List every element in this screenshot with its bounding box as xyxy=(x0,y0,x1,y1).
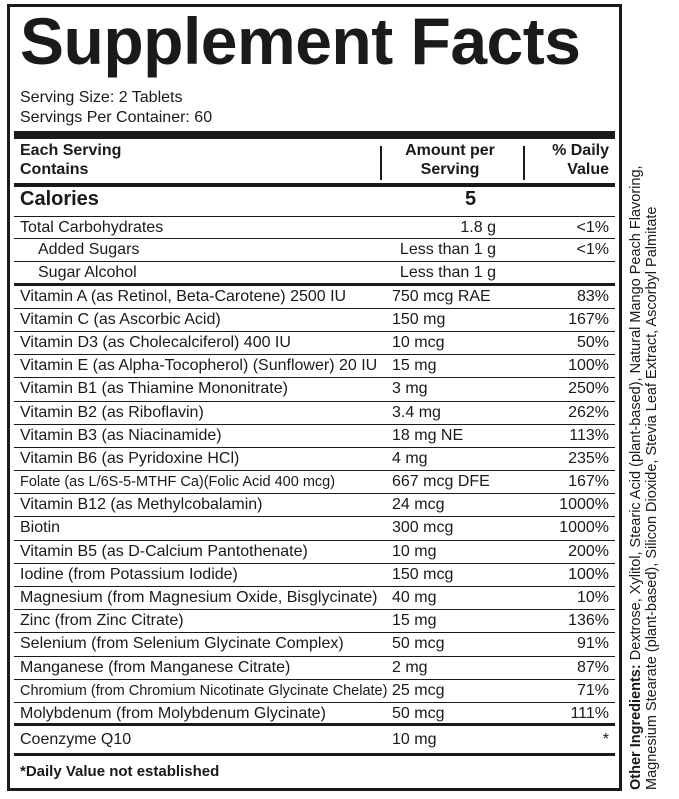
table-row: Zinc (from Zinc Citrate) 15 mg 136% xyxy=(14,610,615,633)
table-row: Vitamin C (as Ascorbic Acid) 150 mg 167% xyxy=(14,309,615,332)
calories-label: Calories xyxy=(20,188,99,210)
table-row: Sugar Alcohol Less than 1 g xyxy=(14,262,615,285)
table-row: Coenzyme Q10 10 mg * xyxy=(14,726,615,756)
header-separator xyxy=(523,146,525,180)
header-separator xyxy=(380,146,382,180)
panel-title: Supplement Facts xyxy=(20,4,581,78)
nutrient-table xyxy=(14,216,615,756)
table-row: Added Sugars Less than 1 g <1% xyxy=(14,239,615,262)
table-row: Vitamin D3 (as Cholecalciferol) 400 IU 10 mcg 50% xyxy=(14,332,615,355)
table-row: Vitamin B6 (as Pyridoxine HCl) 4 mg 235% xyxy=(14,448,615,471)
divider-medium xyxy=(14,183,615,187)
table-row: Manganese (from Manganese Citrate) 2 mg 87% xyxy=(14,657,615,680)
divider-thick xyxy=(14,131,615,139)
table-row: Chromium (from Chromium Nicotinate Glycinate Chelate) 25 mcg 71% xyxy=(14,680,615,703)
table-row: Vitamin A (as Retinol, Beta-Carotene) 2500 IU 750 mcg RAE 83% xyxy=(14,286,615,309)
supplement-facts-panel xyxy=(7,4,622,791)
table-row: Vitamin B12 (as Methylcobalamin) 24 mcg 1000% xyxy=(14,494,615,517)
calories-row xyxy=(20,188,609,214)
table-row: Biotin 300 mcg 1000% xyxy=(14,517,615,540)
header-name: Each Serving Contains xyxy=(20,142,122,178)
table-row: Iodine (from Potassium Iodide) 150 mcg 100% xyxy=(14,564,615,587)
calories-value: 5 xyxy=(465,188,477,210)
header-daily-value: % Daily Value xyxy=(552,142,609,178)
table-row: Molybdenum (from Molybdenum Glycinate) 50 mcg 111% xyxy=(14,703,615,726)
table-row: Vitamin B1 (as Thiamine Mononitrate) 3 mg 250% xyxy=(14,378,615,401)
other-ingredients xyxy=(628,16,678,790)
table-row: Total Carbohydrates 1.8 g <1% xyxy=(14,216,615,239)
table-row: Folate (as L/6S-5-MTHF Ca)(Folic Acid 400 mcg) 667 mcg DFE 167% xyxy=(14,471,615,494)
table-row: Vitamin B3 (as Niacinamide) 18 mg NE 113% xyxy=(14,425,615,448)
other-ingredients-line-2: Magnesium Stearate (plant-based), Silicon Dioxide, Stevia Leaf Extract, Ascorbyl Palmitate xyxy=(644,206,660,790)
other-ingredients-heading: Other Ingredients: xyxy=(628,664,644,790)
table-row: Vitamin B2 (as Riboflavin) 3.4 mg 262% xyxy=(14,402,615,425)
table-row: Magnesium (from Magnesium Oxide, Bisglycinate) 40 mg 10% xyxy=(14,587,615,610)
table-row: Selenium (from Selenium Glycinate Complex) 50 mcg 91% xyxy=(14,633,615,656)
table-row: Vitamin E (as Alpha-Tocopherol) (Sunflower) 20 IU 15 mg 100% xyxy=(14,355,615,378)
table-row: Vitamin B5 (as D-Calcium Pantothenate) 10 mg 200% xyxy=(14,541,615,564)
serving-size: Serving Size: 2 Tablets xyxy=(20,89,183,106)
servings-per-container: Servings Per Container: 60 xyxy=(20,109,213,126)
footnote: *Daily Value not established xyxy=(20,763,220,780)
header-amount: Amount per Serving xyxy=(405,142,495,178)
other-ingredients-line-1: Dextrose, Xylitol, Stearic Acid (plant-based), Natural Mango Peach Flavoring, xyxy=(628,165,644,661)
